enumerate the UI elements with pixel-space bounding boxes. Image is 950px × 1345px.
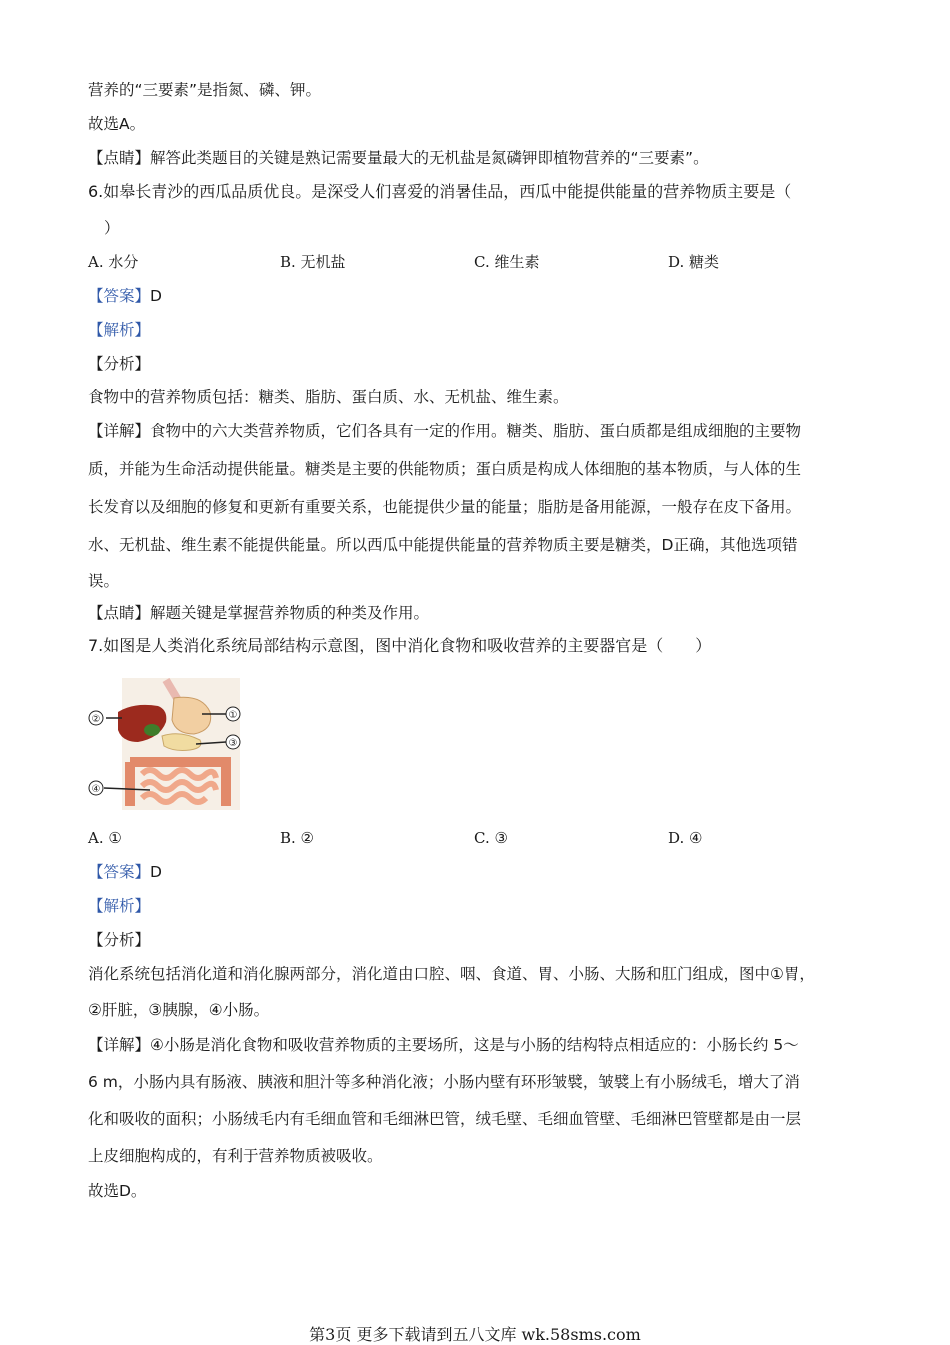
dianjing-tag: 【点睛】: [88, 604, 151, 622]
q6-option-b: B. 无机盐: [280, 253, 346, 271]
q7-detail-line1: [88, 1034, 799, 1056]
answer-value: D: [150, 863, 162, 881]
q6-dianjing: [88, 602, 429, 624]
q7-option-b: B. ②: [280, 829, 315, 847]
q7-option-d: D. ④: [668, 829, 703, 847]
detail-text: ④小肠是消化食物和吸收营养物质的主要场所，这是与小肠的结构特点相适应的：小肠长约 5～: [150, 1036, 799, 1054]
q7-detail-line3: 化和吸收的面积；小肠绒毛内有毛细血管和毛细淋巴管，绒毛壁、毛细血管壁、毛细淋巴管壁都是由一层: [88, 1110, 802, 1128]
q7-option-c: C. ③: [474, 829, 508, 847]
q6-option-c: C. 维生素: [474, 253, 540, 271]
q7-detail-line4: 上皮细胞构成的，有利于营养物质被吸收。: [88, 1147, 383, 1165]
detail-text: 食物中的六大类营养物质，它们各具有一定的作用。糖类、脂肪、蛋白质都是组成细胞的主要物: [150, 422, 802, 440]
q6-fenxi-tag: 【分析】: [88, 355, 151, 373]
page-footer: 第3页 更多下载请到五八文库 wk.58sms.com: [309, 1325, 641, 1344]
dianjing-text: 解答此类题目的关键是熟记需要量最大的无机盐是氮磷钾即植物营养的“三要素”。: [150, 149, 709, 167]
q7-conclusion: 故选D。: [88, 1182, 147, 1200]
q7-fenxi-line1: 消化系统包括消化道和消化腺两部分，消化道由口腔、咽、食道、胃、小肠、大肠和肛门组成，图中①胃，: [88, 965, 815, 983]
detail-tag: 【详解】: [88, 1036, 151, 1054]
q6-detail-line2: 质，并能为生命活动提供能量。糖类是主要的供能物质；蛋白质是构成人体细胞的基本物质，与人体的生: [88, 460, 802, 478]
q6-stem-line2: ）: [104, 219, 120, 237]
q6-detail-line3: 长发育以及细胞的修复和更新有重要关系，也能提供少量的能量；脂肪是备用能源，一般存在皮下备用。: [88, 498, 802, 516]
figure-label-4: ④: [91, 784, 101, 795]
dianjing-text: 解题关键是掌握营养物质的种类及作用。: [150, 604, 430, 622]
paragraph-choice-a: 故选A。: [88, 115, 146, 133]
paragraph-three-elements: 营养的“三要素”是指氮、磷、钾。: [88, 81, 322, 99]
q7-analysis-tag: 【解析】: [88, 897, 151, 915]
q7-fenxi-line2: ②肝脏，③胰腺，④小肠。: [88, 1001, 270, 1019]
q7-stem: 7.如图是人类消化系统局部结构示意图，图中消化食物和吸收营养的主要器官是（ ）: [88, 636, 712, 655]
dianjing-tag: 【点睛】: [88, 149, 151, 167]
q6-option-a: A. 水分: [88, 253, 139, 271]
paragraph-dianjing-5: [88, 147, 709, 169]
figure-label-2: ②: [91, 714, 101, 725]
q6-analysis-tag: 【解析】: [88, 321, 151, 339]
answer-value: D: [150, 287, 162, 305]
q6-answer: [88, 285, 162, 307]
q6-option-d: D. 糖类: [668, 253, 720, 271]
digestive-system-illustration: [86, 678, 246, 813]
answer-tag: 【答案】: [88, 287, 151, 305]
q6-detail-line1: [88, 420, 801, 442]
figure-label-1: ①: [228, 710, 238, 721]
digestive-system-figure: [86, 678, 246, 813]
detail-tag: 【详解】: [88, 422, 151, 440]
q7-answer: [88, 861, 162, 883]
q6-fenxi-text: 食物中的营养物质包括：糖类、脂肪、蛋白质、水、无机盐、维生素。: [88, 388, 569, 406]
q6-detail-line4: 水、无机盐、维生素不能提供能量。所以西瓜中能提供能量的营养物质主要是糖类，D正确，其他选项错: [88, 536, 798, 554]
q6-stem-line1: 6.如皋长青沙的西瓜品质优良。是深受人们喜爱的消暑佳品，西瓜中能提供能量的营养物质主要是（: [88, 182, 792, 201]
q7-detail-line2: 6 m，小肠内具有肠液、胰液和胆汁等多种消化液；小肠内壁有环形皱襞，皱襞上有小肠绒毛，增大了消: [88, 1073, 800, 1091]
q6-detail-line5: 误。: [88, 572, 120, 590]
figure-label-3: ③: [228, 738, 238, 749]
answer-tag: 【答案】: [88, 863, 151, 881]
q7-fenxi-tag: 【分析】: [88, 931, 151, 949]
q7-option-a: A. ①: [88, 829, 122, 847]
